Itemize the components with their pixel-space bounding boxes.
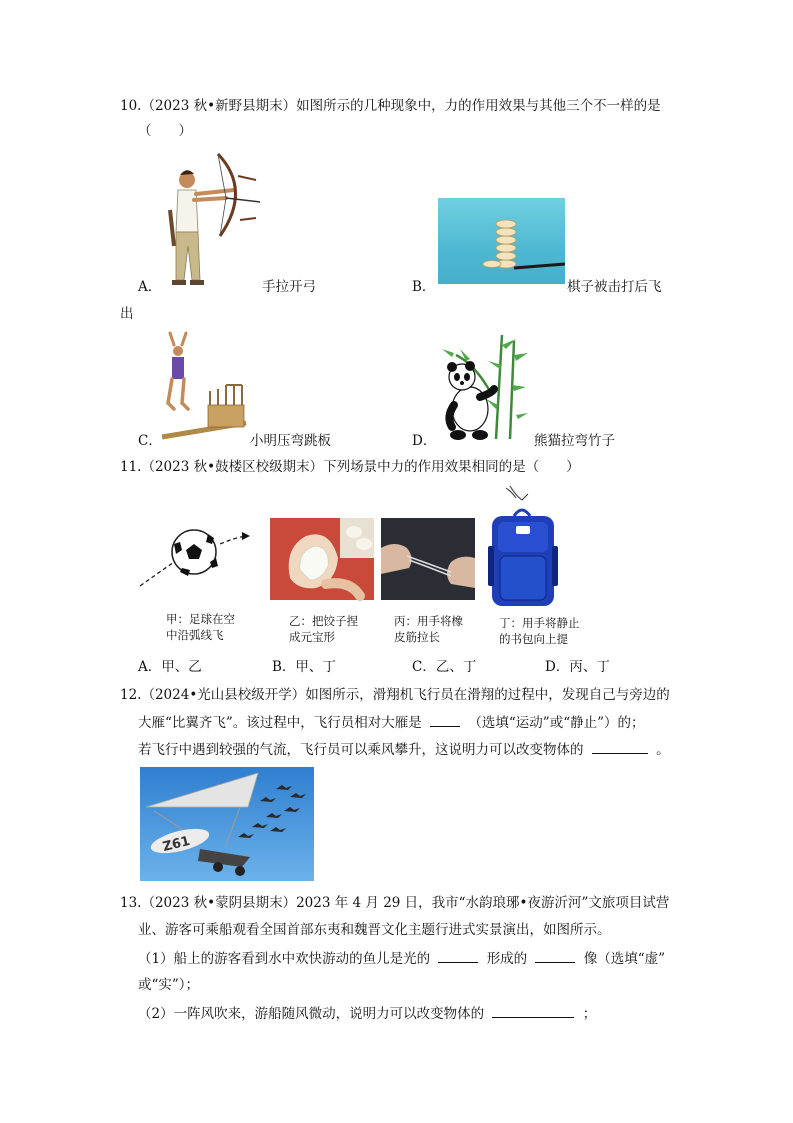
panda-image xyxy=(436,335,532,443)
glider-tail-mark: Z61 xyxy=(161,833,192,856)
q11-stem: 11.（2023 秋•鼓楼区校级期末）下列场景中力的作用效果相同的是（ ） xyxy=(120,459,580,475)
q11-caption-bing-1: 丙：用手将橡 xyxy=(394,614,463,628)
soccer-ball-image xyxy=(138,522,260,590)
q12-line-1: 12.（2024•光山县校级开学）如图所示，滑翔机飞行员在滑翔的过程中，发现自己与旁边的 xyxy=(120,687,670,703)
q11-caption-ding-1: 丁：用手将静止 xyxy=(499,616,580,630)
q12-line-3-end: 。 xyxy=(656,742,670,758)
glider-image xyxy=(140,767,314,881)
q10-option-c-text: 小明压弯跳板 xyxy=(250,433,331,449)
q13-sub-1-continued: 或“实”）； xyxy=(138,977,200,993)
q10-option-c-letter: C． xyxy=(138,433,162,449)
q13-line-2: 业、游客可乘船观看全国首部东夷和魏晋文化主题行进式实景演出，如图所示。 xyxy=(138,922,611,938)
springboard-image xyxy=(160,333,250,443)
dumpling-image xyxy=(270,518,374,600)
q12-line-3-start: 若飞行中遇到较强的气流，飞行员可以乘风攀升，这说明力可以改变物体的 xyxy=(138,742,584,758)
q13-sub-1-mid: 形成的 xyxy=(486,951,528,967)
q11-choice-a: A．甲、乙 xyxy=(138,659,202,675)
q10-option-b-letter: B． xyxy=(412,279,436,295)
q10-option-d-letter: D． xyxy=(412,433,437,449)
q10-option-a-letter: A． xyxy=(138,279,162,295)
q13-line-1: 13.（2023 秋•蒙阴县期末）2023 年 4 月 29 日，我市“水韵琅琊•夜游沂河”文旅项目试营 xyxy=(120,895,670,911)
q12-blank-1[interactable] xyxy=(430,712,460,727)
q11-choice-d: D．丙、丁 xyxy=(545,659,610,675)
backpack-image xyxy=(486,486,558,612)
q12-line-2 xyxy=(138,712,645,733)
q13-blank-3[interactable] xyxy=(492,1003,574,1018)
q13-sub-2-start: （2）一阵风吹来，游船随风微动，说明力可以改变物体的 xyxy=(138,1006,485,1022)
q11-caption-yi-2: 成元宝形 xyxy=(289,630,335,644)
q13-blank-1[interactable] xyxy=(438,948,478,963)
q12-blank-2[interactable] xyxy=(592,739,648,754)
q10-option-d-text: 熊猫拉弯竹子 xyxy=(534,433,615,449)
q11-caption-jia-1: 甲：足球在空 xyxy=(166,612,235,626)
q11-choice-b: B．甲、丁 xyxy=(272,659,336,675)
q11-caption-yi-1: 乙：把饺子捏 xyxy=(289,614,358,628)
q13-sub-1 xyxy=(138,948,665,969)
q13-sub-2 xyxy=(138,1003,596,1024)
q10-option-b-text-continued: 出 xyxy=(120,306,134,322)
q10-option-a-text: 手拉开弓 xyxy=(262,279,316,295)
q11-choice-c: C．乙、丁 xyxy=(412,659,477,675)
q10-option-b-text: 棋子被击打后飞 xyxy=(567,279,662,295)
q13-blank-2[interactable] xyxy=(535,948,575,963)
q12-line-2-end: （选填“运动”或“静止”）的； xyxy=(468,715,645,731)
rubber-band-image xyxy=(381,518,475,600)
q10-answer-paren: （ ） xyxy=(138,123,192,139)
q12-line-2-start: 大雁“比翼齐飞”。该过程中，飞行员相对大雁是 xyxy=(138,715,422,731)
q13-sub-1-start: （1）船上的游客看到水中欢快游动的鱼儿是光的 xyxy=(138,951,431,967)
q10-stem: 10.（2023 秋•新野县期末）如图所示的几种现象中，力的作用效果与其他三个不一样的是 xyxy=(120,98,661,114)
q11-caption-ding-2: 的书包向上提 xyxy=(499,632,568,646)
q13-sub-1-end: 像（选填“虚” xyxy=(583,951,666,967)
q11-caption-bing-2: 皮筋拉长 xyxy=(394,630,440,644)
q13-sub-2-end: ； xyxy=(582,1006,597,1022)
q11-caption-jia-2: 中沿弧线飞 xyxy=(166,628,224,642)
archer-image xyxy=(160,150,265,290)
chess-pieces-image xyxy=(438,198,565,284)
q12-line-3 xyxy=(138,739,670,760)
